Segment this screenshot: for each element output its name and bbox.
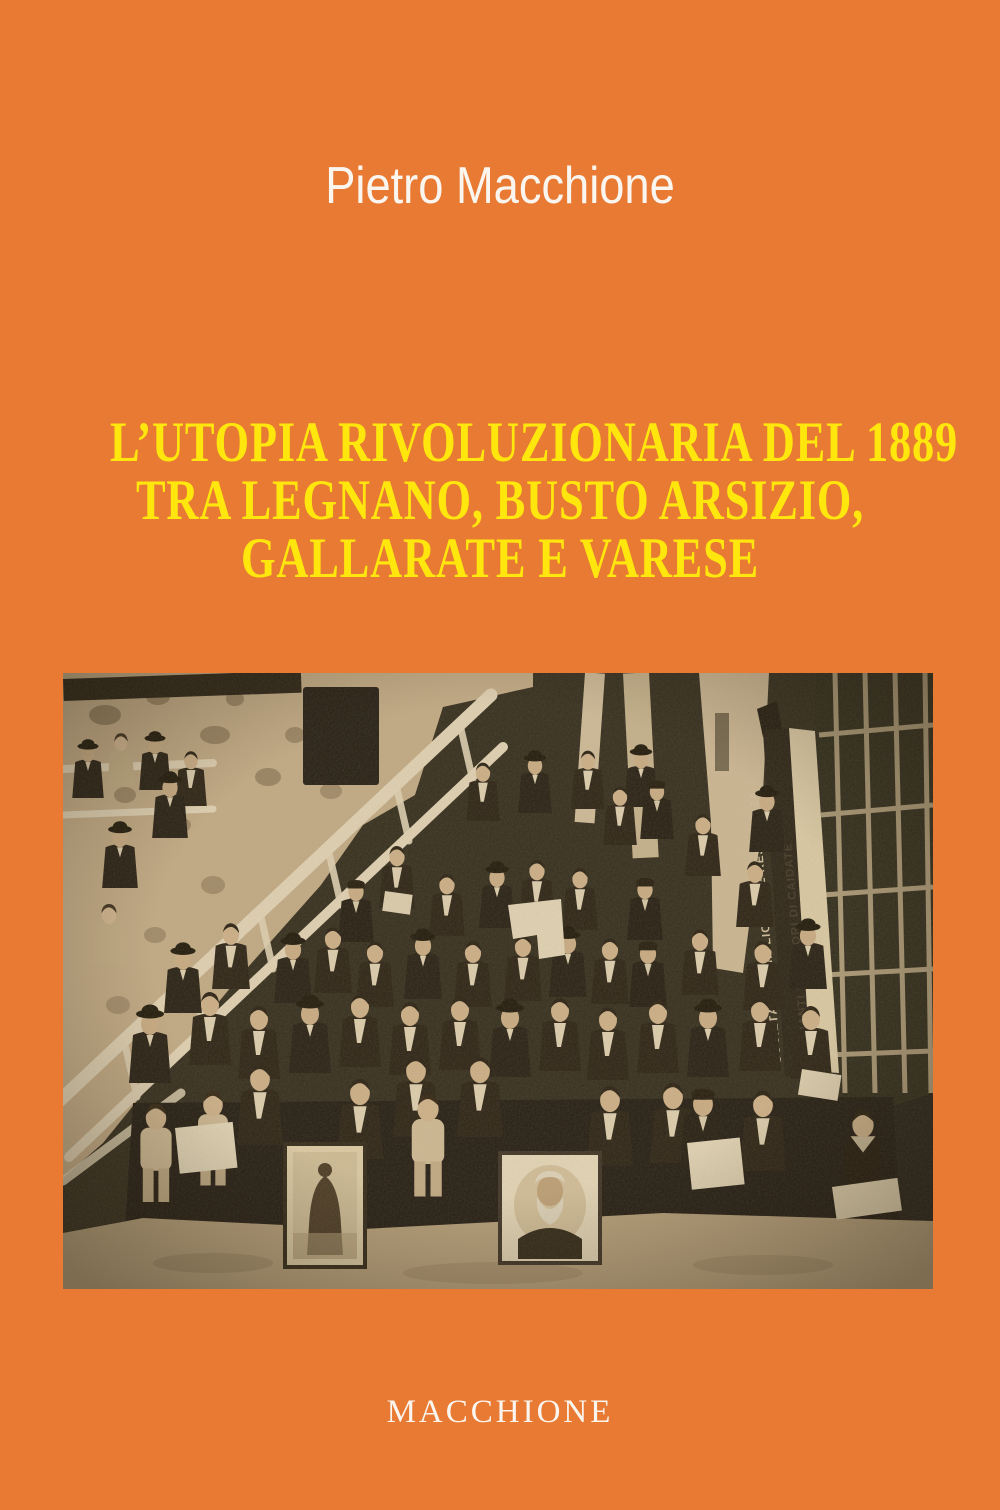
historical-photo <box>63 673 933 1289</box>
vignette <box>63 673 933 1289</box>
title-line-2: TRA LEGNANO, BUSTO ARSIZIO, <box>135 469 865 532</box>
publisher-imprint: MACCHIONE <box>386 1394 614 1430</box>
title-line-3: GALLARATE E VARESE <box>240 527 760 590</box>
author-name: Pietro Macchione <box>325 157 675 215</box>
title-line-1: L’UTOPIA RIVOLUZIONARIA DEL 1889 <box>110 411 959 474</box>
book-title <box>0 411 1000 590</box>
